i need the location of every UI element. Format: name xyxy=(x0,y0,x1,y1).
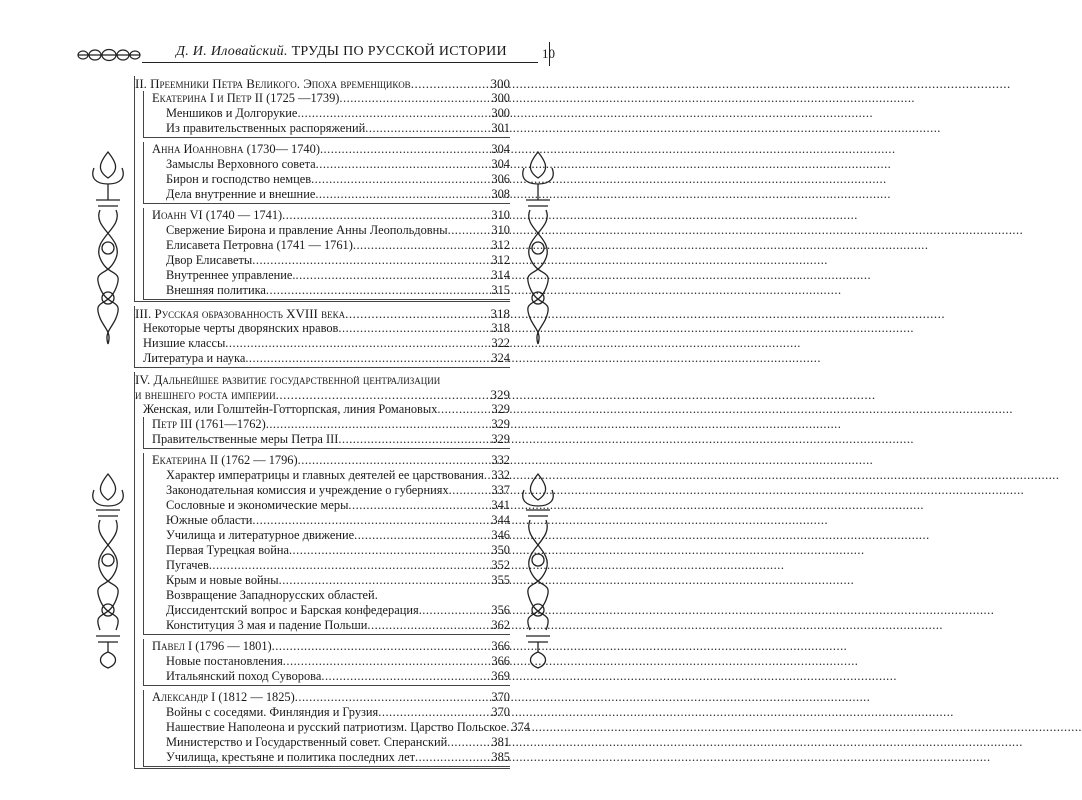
toc-item[interactable] xyxy=(144,432,510,447)
toc-item[interactable] xyxy=(144,253,510,268)
toc-entry-page: 381 xyxy=(491,735,510,749)
toc-leader-dots xyxy=(367,618,490,633)
header-ornament-icon xyxy=(76,48,142,62)
toc-entry-page: 332 xyxy=(491,453,510,467)
header-rule xyxy=(142,62,538,63)
header-title xyxy=(176,44,507,60)
toc-entry-page: 318 xyxy=(490,306,510,321)
toc-item[interactable] xyxy=(144,735,510,750)
toc-entry-page: 314 xyxy=(491,268,510,282)
toc-entry-page: 370 xyxy=(491,690,510,704)
header-author: Д. И. Иловайский. xyxy=(176,44,288,59)
toc-leader-dots xyxy=(437,402,490,417)
toc-entry-page: 312 xyxy=(491,238,510,252)
toc-item[interactable] xyxy=(144,283,510,298)
toc-leader-dots xyxy=(282,208,490,223)
toc-entry-page: 329 xyxy=(491,432,510,446)
toc-leader-dots xyxy=(449,483,491,498)
toc-entry-title: Дела внутренние и внешние xyxy=(166,187,316,201)
toc-entry-page: 312 xyxy=(491,253,510,267)
toc-entry-page: 332 xyxy=(491,468,510,482)
toc-entry-title: Южные области xyxy=(166,513,253,527)
toc-item[interactable] xyxy=(144,669,510,684)
toc-entry-title: Женская, или Голштейн-Готторпская, линия Романовых xyxy=(143,402,438,416)
toc-subsection xyxy=(143,690,530,767)
toc-entry-page: 300 xyxy=(491,106,510,120)
toc-leader-dots xyxy=(338,432,490,447)
toc-entry-page: 366 xyxy=(491,639,510,653)
toc-item[interactable] xyxy=(144,238,510,253)
toc-leader-dots xyxy=(339,91,490,106)
toc-leader-dots xyxy=(289,543,490,558)
toc-entry-page: 304 xyxy=(491,157,510,171)
toc-leader-dots xyxy=(316,157,491,172)
toc-entry-page: 385 xyxy=(491,750,510,764)
toc-subsection xyxy=(143,91,510,138)
toc-item[interactable] xyxy=(144,187,510,202)
toc-item[interactable] xyxy=(144,705,510,720)
toc-leader-dots xyxy=(295,268,490,283)
toc-entry-page: 362 xyxy=(491,618,510,632)
toc-entry-title: Правительственные меры Петра III xyxy=(152,432,339,446)
toc-entry-title: Екатерина I и Петр II (1725 —1739) xyxy=(152,91,340,105)
toc-entry-page: 304 xyxy=(491,142,510,156)
toc-item[interactable] xyxy=(144,106,510,121)
toc-item[interactable] xyxy=(144,172,510,187)
toc-leader-dots xyxy=(415,750,490,765)
toc-entry-title: Бирон и господство немцев xyxy=(166,172,312,186)
toc-subsection xyxy=(143,208,510,300)
header-book-title: ТРУДЫ ПО РУССКОЙ ИСТОРИИ xyxy=(291,44,507,59)
toc-leader-dots xyxy=(276,387,490,402)
toc-item[interactable] xyxy=(144,543,510,558)
toc-item[interactable] xyxy=(135,402,510,417)
toc-section-heading[interactable] xyxy=(135,306,510,321)
toc-leader-dots xyxy=(354,528,490,543)
toc-leader-dots xyxy=(378,705,490,720)
toc-entry-title: Возвращение Западнорусских областей. xyxy=(166,588,378,602)
toc-item[interactable] xyxy=(135,336,510,351)
toc-entry-title: Елисавета Петровна (1741 — 1761) xyxy=(166,238,353,252)
toc-entry-page: 310 xyxy=(491,223,510,237)
toc-subsection-heading[interactable] xyxy=(144,639,510,654)
toc-entry-page: 355 xyxy=(491,573,510,587)
toc-entry-title: Низшие классы xyxy=(143,336,226,350)
table-of-contents xyxy=(134,76,530,769)
toc-entry-title: Пугачев xyxy=(166,558,209,572)
toc-item[interactable] xyxy=(135,321,510,336)
toc-leader-dots xyxy=(266,417,491,432)
toc-subsection xyxy=(143,639,510,686)
toc-leader-dots xyxy=(447,735,490,750)
toc-entry-page: 350 xyxy=(491,543,510,557)
toc-entry-title: Крым и новые войны xyxy=(166,573,279,587)
left-bottom-ornament-icon xyxy=(86,470,130,670)
toc-leader-dots xyxy=(245,351,490,366)
toc-entry-page: 341 xyxy=(491,498,510,512)
page-number: 10 xyxy=(542,46,555,61)
toc-item[interactable] xyxy=(144,528,510,543)
toc-item[interactable] xyxy=(135,351,510,366)
toc-entry-title: Сословные и экономические меры xyxy=(166,498,349,512)
toc-entry-title: Меншиков и Долгорукие xyxy=(166,106,298,120)
toc-entry-page: 329 xyxy=(491,402,510,416)
toc-entry-title: Конституция 3 мая и падение Польши xyxy=(166,618,368,632)
toc-entry-page: 315 xyxy=(491,283,510,297)
left-top-ornament-icon xyxy=(86,148,130,348)
toc-entry-title: Первая Турецкая война xyxy=(166,543,289,557)
toc-subsection-heading[interactable] xyxy=(144,142,510,157)
toc-entry-title: Замыслы Верховного совета xyxy=(166,157,316,171)
toc-entry-title: II. Преемники Петра Великого. Эпоха временщиков xyxy=(135,76,411,91)
toc-item[interactable] xyxy=(144,513,510,528)
toc-subsection-heading[interactable] xyxy=(144,453,510,468)
toc-item[interactable] xyxy=(144,573,510,588)
toc-entry-page: 310 xyxy=(491,208,510,222)
toc-leader-dots xyxy=(419,603,491,618)
toc-entry-page: 300 xyxy=(490,76,510,91)
toc-entry-page: 308 xyxy=(491,187,510,201)
toc-entry-title: III. Русская образованность XVIII века xyxy=(135,306,346,321)
toc-item[interactable] xyxy=(144,483,510,498)
toc-subsection xyxy=(143,142,510,204)
toc-item[interactable] xyxy=(144,157,510,172)
toc-entry-title: Екатерина II (1762 — 1796) xyxy=(152,453,298,467)
toc-leader-dots xyxy=(345,306,489,321)
toc-entry-title: Диссидентский вопрос и Барская конфедерация xyxy=(166,603,419,617)
toc-leader-dots xyxy=(252,253,490,268)
toc-subsection xyxy=(143,453,510,635)
toc-entry-title: Законодательная комиссия и учреждение о губерниях xyxy=(166,483,449,497)
toc-item[interactable] xyxy=(144,750,510,765)
toc-subsection xyxy=(143,417,510,449)
toc-entry-title: Павел I (1796 — 1801) xyxy=(152,639,272,653)
toc-entry-page: 366 xyxy=(491,654,510,668)
toc-leader-dots xyxy=(266,283,490,298)
toc-entry-page: 374 xyxy=(511,720,530,734)
toc-leader-dots xyxy=(311,172,490,187)
toc-entry-page: 370 xyxy=(491,705,510,719)
toc-entry-page: 322 xyxy=(491,336,510,350)
toc-entry-title: Училища и литературное движение xyxy=(166,528,355,542)
toc-entry-page: 324 xyxy=(491,351,510,365)
toc-section-heading-line1[interactable] xyxy=(135,372,510,387)
toc-leader-dots xyxy=(338,321,490,336)
toc-entry-title: Министерство и Государственный совет. Сперанский xyxy=(166,735,448,749)
toc-item[interactable] xyxy=(144,618,510,633)
toc-leader-dots xyxy=(295,690,491,705)
toc-entry-page: 352 xyxy=(491,558,510,572)
toc-leader-dots xyxy=(315,187,490,202)
toc-entry-title: Характер императрицы и главных деятелей ее царствования xyxy=(166,468,484,482)
toc-entry-page: 369 xyxy=(491,669,510,683)
toc-leader-dots xyxy=(320,142,490,157)
toc-subsection-heading[interactable] xyxy=(144,91,510,106)
toc-leader-dots xyxy=(348,498,490,513)
toc-item[interactable] xyxy=(144,558,510,573)
toc-entry-page: 318 xyxy=(491,321,510,335)
toc-leader-dots xyxy=(448,223,491,238)
toc-leader-dots xyxy=(252,513,490,528)
toc-entry-title: и внешнего роста империи xyxy=(135,387,276,402)
toc-leader-dots xyxy=(225,336,490,351)
toc-item[interactable] xyxy=(144,654,510,669)
toc-item[interactable] xyxy=(144,720,530,735)
toc-section xyxy=(134,372,530,769)
toc-leader-dots xyxy=(283,654,491,669)
toc-entry-title: Иоанн VI (1740 — 1741) xyxy=(152,208,283,222)
toc-item[interactable] xyxy=(144,603,510,618)
toc-entry-title: Анна Иоанновна (1730— 1740) xyxy=(152,142,320,156)
toc-entry-title: Литература и наука xyxy=(143,351,246,365)
toc-item[interactable] xyxy=(144,468,510,483)
toc-section-heading-line2[interactable] xyxy=(135,387,510,402)
toc-item[interactable] xyxy=(144,588,510,603)
toc-entry-title: Войны с соседями. Финляндия и Грузия xyxy=(166,705,379,719)
toc-entry-title: Итальянский поход Суворова xyxy=(166,669,322,683)
toc-leader-dots xyxy=(321,669,490,684)
toc-entry-title: Некоторые черты дворянских нравов xyxy=(143,321,339,335)
toc-subsection-heading[interactable] xyxy=(144,208,510,223)
toc-section xyxy=(134,76,510,302)
toc-subsection-heading[interactable] xyxy=(144,690,510,705)
toc-entry-page: 344 xyxy=(491,513,510,527)
toc-entry-title: Свержение Бирона и правление Анны Леопольдовны xyxy=(166,223,448,237)
toc-leader-dots xyxy=(279,573,491,588)
toc-subsection-heading[interactable] xyxy=(144,417,510,432)
toc-entry-page: 337 xyxy=(491,483,510,497)
toc-entry-title: Из правительственных распоряжений xyxy=(166,121,366,135)
toc-item[interactable] xyxy=(144,121,510,136)
toc-leader-dots xyxy=(272,639,491,654)
toc-entry-title: IV. Дальнейшее развитие государственной централизации xyxy=(135,372,441,387)
toc-leader-dots xyxy=(298,453,491,468)
toc-leader-dots xyxy=(365,121,490,136)
toc-entry-title: Внешняя политика xyxy=(166,283,266,297)
toc-item[interactable] xyxy=(144,498,510,513)
toc-entry-title: Нашествие Наполеона и русский патриотизм. Царство Польское xyxy=(166,720,507,734)
toc-section xyxy=(134,306,510,368)
toc-entry-title: Двор Елисаветы xyxy=(166,253,253,267)
toc-entry-title: Училища, крестьяне и политика последних лет xyxy=(166,750,415,764)
toc-entry-title: Новые постановления xyxy=(166,654,283,668)
toc-leader-dots xyxy=(297,106,490,121)
toc-entry-page: 300 xyxy=(491,91,510,105)
toc-entry-title: Внутреннее управление. xyxy=(166,268,296,282)
toc-entry-page: 346 xyxy=(491,528,510,542)
toc-section-heading[interactable] xyxy=(135,76,510,91)
toc-item[interactable] xyxy=(144,268,510,283)
toc-item[interactable] xyxy=(144,223,510,238)
toc-entry-page: 329 xyxy=(491,417,510,431)
toc-entry-page: 306 xyxy=(491,172,510,186)
toc-leader-dots xyxy=(353,238,491,253)
toc-leader-dots xyxy=(411,76,490,91)
toc-leader-dots xyxy=(209,558,491,573)
toc-entry-title: Александр I (1812 — 1825) xyxy=(152,690,295,704)
toc-entry-page: 329 xyxy=(490,387,510,402)
toc-entry-page: 301 xyxy=(491,121,510,135)
toc-entry-title: Петр III (1761—1762) xyxy=(152,417,266,431)
running-header xyxy=(76,42,554,66)
toc-entry-page: 356 xyxy=(491,603,510,617)
